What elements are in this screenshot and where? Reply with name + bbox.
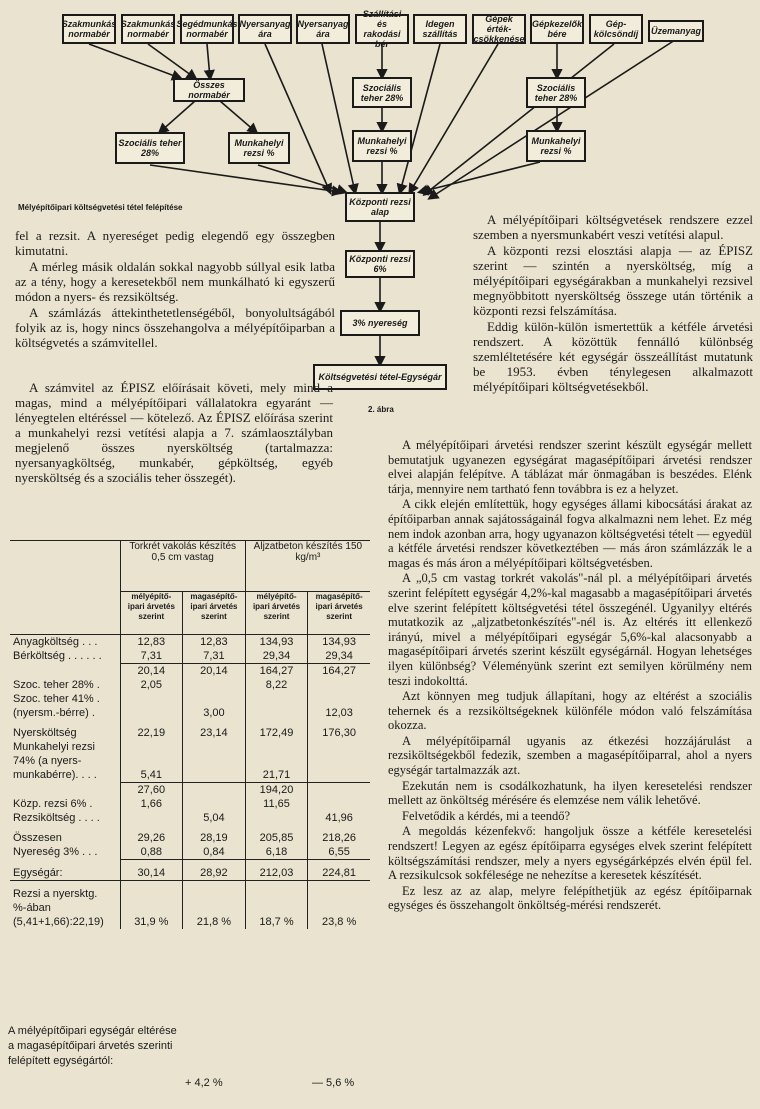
right-paragraph: Azt könnyen meg tudjuk állapítani, hogy az eltérést a szociális tehernek és a rezsiköltségeknek különféle módon való felszámítása okozza.: [388, 689, 752, 733]
row-value: 41,96: [308, 811, 370, 825]
row-label: Szoc. teher 28% .: [13, 679, 100, 691]
subheader-magas: magasépítő-ipari árvetés szerint: [308, 592, 370, 635]
table-row: [10, 768, 370, 783]
row-value: [183, 692, 246, 706]
box-szakmunkas-normaber-2: Szakmunkás normabér: [121, 14, 175, 44]
box-osszes-normaber: Összes normabér: [173, 78, 245, 102]
row-label: Közp. rezsi 6% .: [13, 798, 93, 810]
row-value: 30,14: [120, 860, 182, 881]
row-label: Munkahelyi rezsi: [13, 741, 95, 753]
table-row: [10, 678, 370, 692]
row-value: 164,27: [245, 664, 307, 679]
row-label: Szoc. teher 41% .: [13, 693, 100, 705]
row-value: [308, 768, 370, 783]
row-value: 6,55: [308, 845, 370, 860]
row-value: 29,26: [120, 825, 182, 845]
subheader-magas: magasépítő-ipari árvetés szerint: [183, 592, 246, 635]
row-value: [183, 797, 246, 811]
table-row: [10, 860, 370, 881]
table-row: [10, 797, 370, 811]
table-row: [10, 649, 370, 664]
row-value: 29,34: [245, 649, 307, 664]
row-value: 134,93: [245, 635, 307, 650]
row-value: 176,30: [308, 720, 370, 740]
box-kozponti-rezsi-alap: Központi rezsi alap: [345, 192, 415, 222]
table-subheader-row: [10, 592, 370, 635]
row-value: 29,34: [308, 649, 370, 664]
row-value: 6,18: [245, 845, 307, 860]
row-value: 27,60: [120, 783, 182, 798]
row-value: [183, 678, 246, 692]
right-paragraph: A „0,5 cm vastag torkrét vakolás"-nál pl. a mélyépítőipari árvetés szerint felépített egységár 4,2%-kal magasabb a magasépítőipari árvetés elve szerint felépített költségvetési tétel összegénél. Ugyanilyy eltérés mutatkozik az „aljzatbetonkészítés"-nél is. Az eltérés itt ellenkező irányú, mivel a mélyépítőipari egységár 5,6%-kal alacsonyabb a magasépítőipari árvetés szerint készült egységárnál. Hogyan lehetséges ilyen különbség? Véleményünk szerint ezt semilyen körülmény nem teszi indokolttá.: [388, 571, 752, 688]
row-value: 3,00: [183, 706, 246, 720]
row-value: 7,31: [183, 649, 246, 664]
table-row: [10, 783, 370, 798]
box-szakmunkas-normaber-1: Szakmunkás normabér: [62, 14, 116, 44]
row-value: 28,92: [183, 860, 246, 881]
row-value: 20,14: [183, 664, 246, 679]
row-label: Rezsiköltség . . . .: [13, 812, 100, 824]
right-paragraph: Ez lesz az az alap, melyre felépíthetjük az egész építőiparnak egységes és összehangolt önköltség-mérési rendszerét.: [388, 883, 752, 913]
row-value: 12,83: [120, 635, 182, 650]
left-paragraph: A számvitel az ÉPISZ előírásait követi, mely mind a magas, mind a mélyépítőipari vállalatokra egyaránt — lényegtelen eltéréssel — kötelező. Az ÉPISZ előírása szerint a munkahelyi rezsi vetítési alapja a 7. számlaosztályban megjelenő összes nyersköltség (tartalmazza: nyersanyagköltség, munkabér, gépköltség, egyéb nyersköltség és a szociális teher összegét).: [15, 380, 333, 485]
table-row: [10, 740, 370, 754]
row-value: 212,03: [245, 860, 307, 881]
row-value: 0,88: [120, 845, 182, 860]
row-value: 134,93: [308, 635, 370, 650]
row-value: 22,19: [120, 720, 182, 740]
right-top-text: [473, 212, 753, 395]
row-value: 224,81: [308, 860, 370, 881]
row-value: 218,26: [308, 825, 370, 845]
row-value: [120, 692, 182, 706]
left-paragraph: A mérleg másik oldalán sokkal nagyobb súllyal esik latba az a tény, hogy a keresetekből nem munkálható ki egyszerű módon a nyers- és rezsiköltség.: [15, 259, 335, 304]
row-label: Bérköltség . . . . . .: [13, 650, 102, 662]
row-value: 1,66: [120, 797, 182, 811]
row-value: 28,19: [183, 825, 246, 845]
row-value: [308, 901, 370, 915]
row-value: 7,31: [120, 649, 182, 664]
row-value: [308, 678, 370, 692]
row-value: 194,20: [245, 783, 307, 798]
right-paragraph: A mélyépítőipari árvetési rendszer szerint készült egységár mellett bemutatjuk ugyanezen egységárat magasépítőipari árvetési rendszer elvei alapján felépítve. A táblázat már önmagában is beszédes. Elénk tárja, mennyire nem tartható fenn továbbra is ez a helyzet.: [388, 438, 752, 496]
row-label: Összesen: [13, 832, 62, 844]
figure-number: 2. ábra: [368, 405, 394, 414]
right-paragraph: Eddig külön-külön ismertettük a kétféle árvetési rendszert. A közöttük fennálló különbség szemléltetésére két egységár összeállítást mutatunk be 1953. évben ténylegesen alkalmazott mélyépítőipari költségvetésekből.: [473, 319, 753, 394]
row-label: [10, 664, 120, 679]
table-row: [10, 664, 370, 679]
row-label: (5,41+1,66):22,19): [13, 916, 104, 928]
subheader-mely: mélyépítő-ipari árvetés szerint: [120, 592, 182, 635]
right-paragraph: A központi rezsi elosztási alapja — az ÉPISZ szerint — szintén a nyersköltség, míg a mélyépítőipari egységárakban a munkahelyi rezsivel megnyöbbitott nyersköltség összege után történik a központi rezsi felszámítása.: [473, 243, 753, 318]
footer-value-torkret: + 4,2 %: [185, 1077, 223, 1089]
box-gepkolcsondij: Gép-kölcsöndíj: [589, 14, 643, 44]
table-row: [10, 754, 370, 768]
box-munkahelyi-rezsi-mid: Munkahelyi rezsi %: [352, 130, 412, 162]
box-segedmunkas-normaber: Segédmunkás normabér: [180, 14, 234, 44]
row-value: 21,71: [245, 768, 307, 783]
row-label: 74% (a nyers-: [13, 755, 82, 767]
table-row: [10, 692, 370, 706]
row-value: 164,27: [308, 664, 370, 679]
row-value: 21,8 %: [183, 915, 246, 929]
row-label: Rezsi a nyersktg.: [13, 888, 98, 900]
right-paragraph: Felvetődik a kérdés, mi a teendő?: [402, 808, 570, 823]
row-value: 205,85: [245, 825, 307, 845]
row-value: [183, 881, 246, 902]
right-column-text: [388, 438, 752, 914]
row-value: [183, 754, 246, 768]
row-value: [120, 901, 182, 915]
row-value: [183, 901, 246, 915]
row-value: [245, 754, 307, 768]
row-value: [183, 783, 246, 798]
box-kozponti-rezsi-6: Központi rezsi 6%: [345, 250, 415, 278]
row-label: Egységár:: [10, 860, 120, 881]
box-uzemanyag: Üzemanyag: [648, 20, 704, 42]
left-paragraph: A számlázás áttekinthetetlenségéből, bonyolultságából folyik az is, hogy nincs összehangolva a mélyépítőiparban a költségvetés a számvitellel.: [15, 305, 335, 350]
row-value: [308, 797, 370, 811]
table-row: [10, 901, 370, 915]
box-nyereseg-3: 3% nyereség: [340, 310, 420, 336]
row-value: [245, 811, 307, 825]
footer-note: A mélyépítőipari egységár eltérése a magasépítőipari árvetés szerinti felépített egységártól:: [8, 1025, 177, 1067]
table-row: [10, 825, 370, 845]
row-value: [308, 754, 370, 768]
row-value: [245, 901, 307, 915]
table-body: [10, 635, 370, 930]
box-munkahelyi-rezsi-left: Munkahelyi rezsi %: [228, 132, 290, 164]
group-header-torkret: Torkrét vakolás készítés 0,5 cm vastag: [120, 541, 245, 592]
box-szallitasi-rakodasi-ber: Szállítási és rakodási bér: [355, 14, 409, 44]
subheader-mely: mélyépítő-ipari árvetés szerint: [245, 592, 307, 635]
row-value: [308, 692, 370, 706]
right-paragraph: A mélyépítőiparnál ugyanis az étkezési hozzájárulást a rezsiköltségekből fedezik, szemben a magasépítőiparral, ahol a nyers egységár tartalmazzák azt.: [388, 733, 752, 778]
box-nyersanyag-ara-2: Nyersanyag ára: [296, 14, 350, 44]
box-munkahelyi-rezsi-right: Munkahelyi rezsi %: [526, 130, 586, 162]
row-label: (nyersm.-bérre) .: [13, 707, 95, 719]
box-koltsegvetesi-tetel: Költségvetési tétel-Egységár: [313, 364, 447, 390]
row-value: 2,05: [120, 678, 182, 692]
row-value: [245, 740, 307, 754]
table-row: [10, 720, 370, 740]
table-row: [10, 706, 370, 720]
box-szocialis-teher-mid: Szociális teher 28%: [352, 77, 412, 108]
row-value: [120, 811, 182, 825]
row-value: 5,41: [120, 768, 182, 783]
table-row: [10, 915, 370, 929]
box-nyersanyag-ara-1: Nyersanyag ára: [238, 14, 292, 44]
row-value: 5,04: [183, 811, 246, 825]
figure-caption-left: Mélyépítőipari költségvetési tétel felépítése: [18, 203, 183, 212]
left-column-text: [15, 228, 335, 351]
box-gepkezelok-bere: Gépkezelők bére: [530, 14, 584, 44]
box-idegen-szallitas: Idegen szállítás: [413, 14, 467, 44]
row-label: Nyersköltség: [13, 727, 77, 739]
table-row: [10, 811, 370, 825]
row-value: 0,84: [183, 845, 246, 860]
row-value: 23,8 %: [308, 915, 370, 929]
row-value: 8,22: [245, 678, 307, 692]
row-value: [120, 706, 182, 720]
row-value: [183, 768, 246, 783]
row-value: 18,7 %: [245, 915, 307, 929]
row-value: 20,14: [120, 664, 182, 679]
row-value: [120, 740, 182, 754]
cost-comparison-table: [10, 540, 370, 929]
row-value: [308, 740, 370, 754]
row-label: %-ában: [13, 902, 51, 914]
row-value: [308, 783, 370, 798]
row-value: 172,49: [245, 720, 307, 740]
left-column-text-wide: [15, 380, 333, 486]
right-paragraph: A mélyépítőipari költségvetések rendszere ezzel szemben a nyersmunkabért veszi vetítési alapul.: [473, 212, 753, 242]
row-label: [10, 783, 120, 798]
row-value: [120, 754, 182, 768]
row-value: [245, 881, 307, 902]
table-row: [10, 635, 370, 650]
row-value: [245, 706, 307, 720]
group-header-aljzatbeton: Aljzatbeton készítés 150 kg/m³: [245, 541, 370, 592]
row-value: 12,83: [183, 635, 246, 650]
table-row: [10, 881, 370, 902]
table-header-row: [10, 541, 370, 592]
row-label: Anyagköltség . . .: [13, 636, 98, 648]
row-value: 12,03: [308, 706, 370, 720]
table-row: [10, 845, 370, 860]
left-paragraph: fel a rezsit. A nyereséget pedig elegendő egy összegben kimutatni.: [15, 228, 335, 258]
box-szocialis-teher-left: Szociális teher 28%: [115, 132, 185, 164]
row-value: 31,9 %: [120, 915, 182, 929]
row-label: Nyereség 3% . . .: [13, 846, 98, 858]
right-paragraph: A megoldás kézenfekvő: hangoljuk össze a kétféle keresetelési rendszert! Legyen az egész építőiparra egységes elvek szerint felépített költségszámítási rendszer, mely a nyers egységárképzés elvén épül fel. A rezsikulcsok sokfélesége ne nehezítse a keresetek készítését.: [388, 824, 752, 883]
row-value: [183, 740, 246, 754]
box-szocialis-teher-right: Szociális teher 28%: [526, 77, 586, 108]
right-paragraph: Ezekután nem is csodálkozhatunk, ha ilyen keresetelési rendszer mellett az önköltség mérésére és elemzése nem válik lehetővé.: [388, 778, 752, 808]
row-value: [308, 881, 370, 902]
box-gepek-ertekcsokkenese: Gépek érték-csökkenése: [473, 14, 525, 44]
row-label: munkabérre). . . .: [13, 769, 97, 781]
row-value: [120, 881, 182, 902]
right-paragraph: A cikk elején említettük, hogy egységes állami kibocsátási árakat az építőiparban annak sajátosságainál fogva alkalmazni nem lehet. Ez még nem indok azonban arra, hogy ugyanazon költségvetési tételt — egyedül a kétféle árvetési rendszer következtében — más áron számlázzák le a magas és más áron a mélyépítőipari költségvetésben.: [388, 497, 752, 570]
row-value: [245, 692, 307, 706]
footer-value-aljzat: — 5,6 %: [312, 1077, 355, 1089]
row-value: 23,14: [183, 720, 246, 740]
row-value: 11,65: [245, 797, 307, 811]
